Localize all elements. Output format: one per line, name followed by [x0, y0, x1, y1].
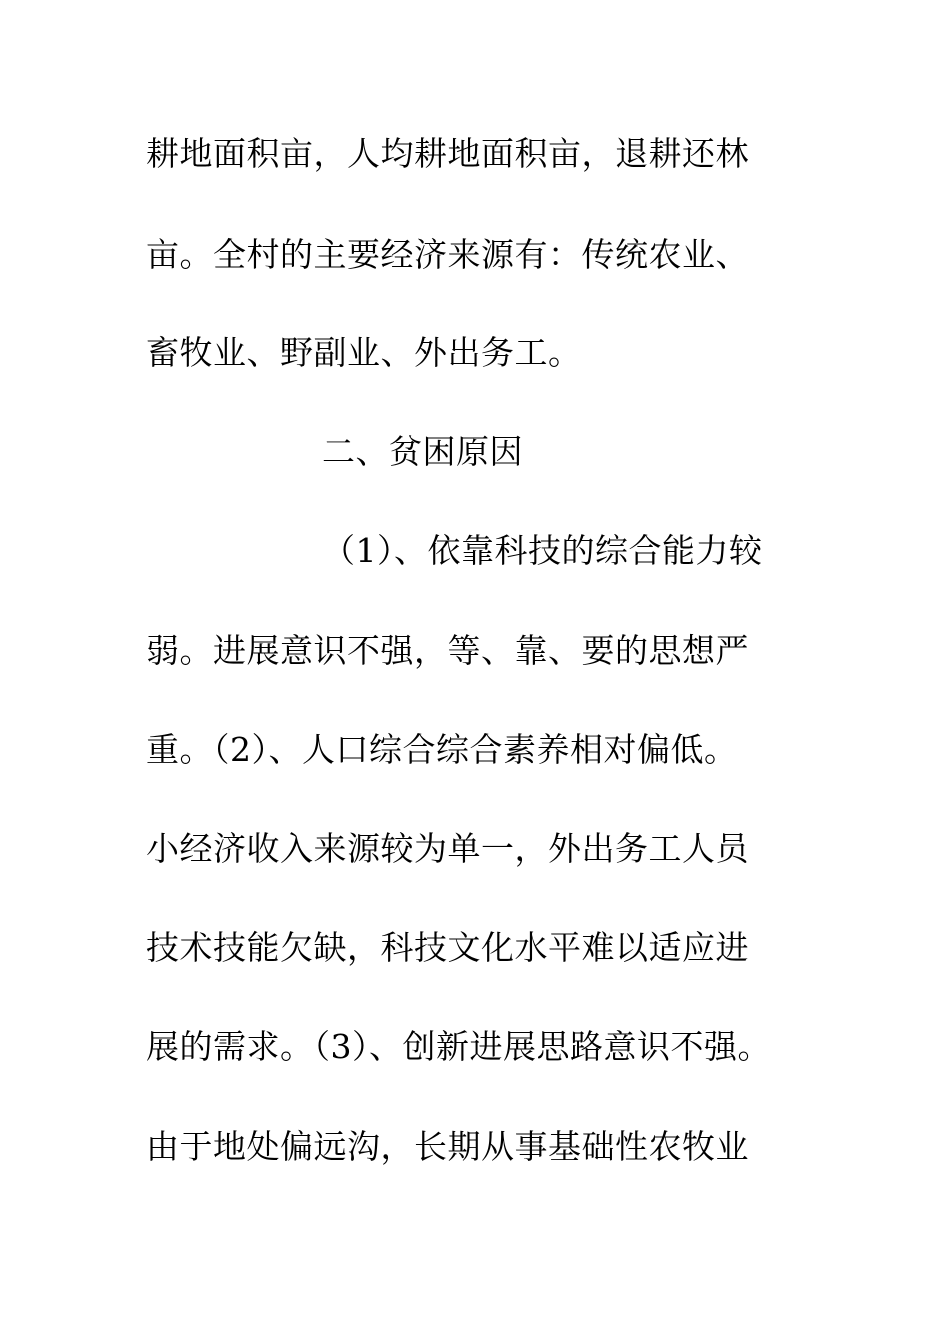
text-line: 耕地面积亩，人均耕地面积亩，退耕还林: [146, 134, 749, 173]
text-line: 技术技能欠缺，科技文化水平难以适应进: [146, 928, 749, 967]
text-line: 小经济收入来源较为单一，外出务工人员: [146, 829, 749, 868]
text-line: 弱。进展意识不强，等、靠、要的思想严: [146, 631, 749, 670]
text-line: 畜牧业、野副业、外出务工。: [146, 333, 582, 372]
text-line: （1）、依靠科技的综合能力较: [322, 531, 763, 570]
text-line: 由于地处偏远沟，长期从事基础性农牧业: [146, 1127, 749, 1166]
section-heading: 二、贫困原因: [322, 432, 523, 471]
text-line: 展的需求。（3）、创新进展思路意识不强。: [146, 1027, 771, 1066]
text-line: 亩。全村的主要经济来源有：传统农业、: [146, 235, 749, 274]
text-line: 重。（2）、人口综合综合素养相对偏低。: [146, 730, 738, 769]
